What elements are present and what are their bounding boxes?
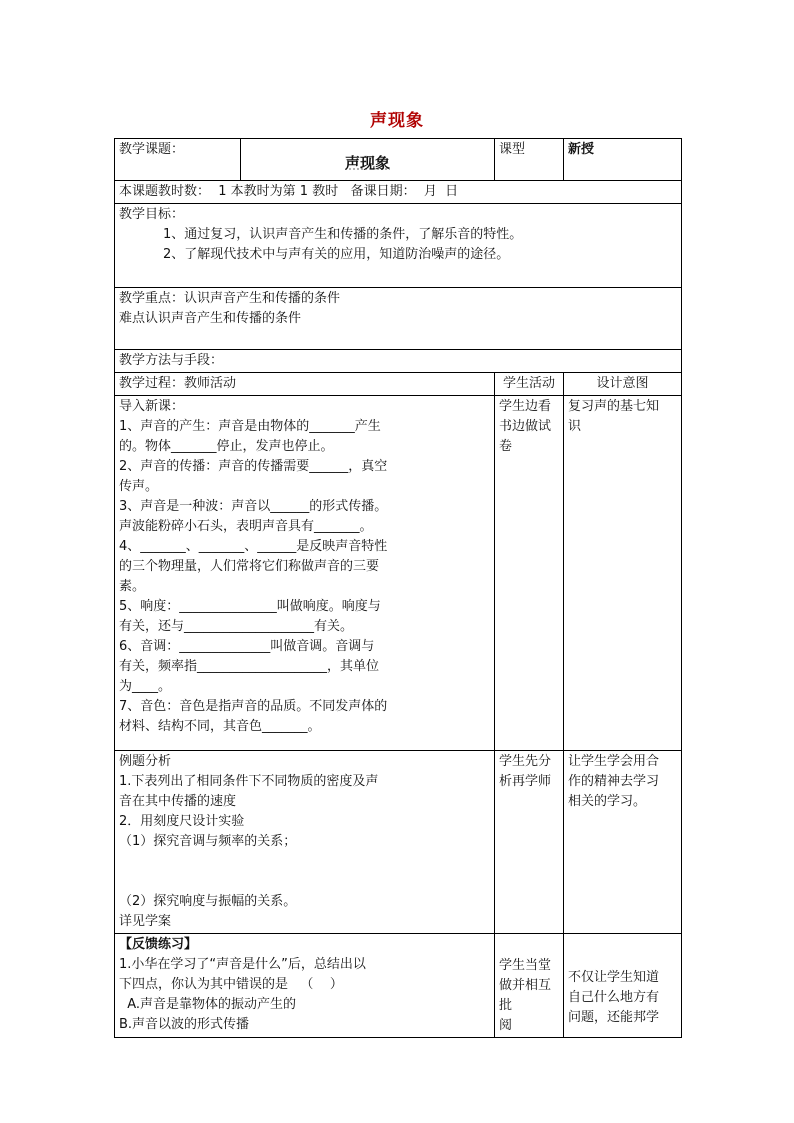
intent-line: 问题，还能邦学 (568, 1010, 660, 1025)
focus-row (115, 288, 682, 350)
design-intent-header: 设计意图 (564, 373, 682, 396)
intro-line: 的三个物理量，人们常将它们称做声音的三要 (119, 559, 380, 574)
page-title: 声现象 (370, 111, 424, 131)
intent-line: 作的精神去学习 (568, 774, 660, 789)
example-line (119, 872, 490, 892)
intro-line: 有关，还与____________________有关。 (119, 619, 354, 634)
intent-line: 不仅让学生知道 (568, 970, 660, 985)
student-line: 阅 (499, 1018, 513, 1033)
intro-cell (115, 396, 495, 751)
intro-student-activity: 学生边看书边做试卷 (495, 396, 564, 751)
feedback-line: 下四点，你认为其中错误的是 （ ） (119, 977, 343, 992)
examples-design-intent (564, 751, 682, 934)
examples-student-activity: 学生先分析再学师 (495, 751, 564, 934)
feedback-cell (115, 934, 495, 1038)
examples-cell (115, 751, 495, 934)
intro-line: 7、音色：音色是指声音的品质。不同发声体的 (119, 699, 388, 714)
hours-text: 本课题教时数： 1 本教时为第 1 教时 备课日期： 月 日 (115, 181, 682, 204)
goal-item: 2、了解现代技术中与声有关的应用，知道防治噪声的途径。 (163, 247, 510, 262)
intro-line: 导入新课： (119, 399, 185, 414)
intro-line: 3、声音是一种波：声音以______的形式传播。 (119, 499, 388, 514)
topic-value: 声现象 (241, 139, 495, 181)
lesson-plan-table (114, 138, 682, 1038)
intent-line: 复习声的基七知 (568, 399, 660, 414)
topic-row (115, 139, 682, 181)
feedback-line: B.声音以波的形式传播 (119, 1017, 250, 1032)
intent-line: 识 (568, 419, 582, 434)
example-line: 详见学案 (119, 914, 172, 929)
feedback-line: A.声音是靠物体的振动产生的 (119, 997, 297, 1012)
intro-line: 材料、结构不同，其音色_______。 (119, 719, 321, 734)
feedback-design-intent (564, 934, 682, 1038)
intro-line: 1、声音的产生：声音是由物体的_______产生 (119, 419, 381, 434)
difficulty-point: 难点认识声音产生和传播的条件 (119, 311, 302, 326)
intro-line: 有关，频率指____________________，其单位 (119, 659, 380, 674)
goals-cell (115, 204, 682, 288)
feedback-row (115, 934, 682, 1038)
intro-line: 的。物体_______停止，发声也停止。 (119, 439, 334, 454)
process-header-row (115, 373, 682, 396)
example-line: 1.下表列出了相同条件下不同物质的密度及声 (119, 774, 379, 789)
goals-row (115, 204, 682, 288)
examples-row (115, 751, 682, 934)
student-activity-header: 学生活动 (495, 373, 564, 396)
intro-line: 4、_______、_______、______是反映声音特性 (119, 539, 388, 554)
type-value: 新授 (564, 139, 682, 181)
intro-line: 6、音调：______________叫做音调。音调与 (119, 639, 375, 654)
example-line: （1）探究音调与频率的关系； (119, 834, 297, 849)
topic-label: 教学课题： (115, 139, 241, 181)
hours-row (115, 181, 682, 204)
feedback-title: 【反馈练习】 (119, 937, 198, 952)
example-line: 例题分析 (119, 754, 172, 769)
example-line: 2．用刻度尺设计实验 (119, 814, 245, 829)
methods-label: 教学方法与手段： (115, 350, 682, 373)
intro-line: 5、响度：_______________叫做响度。响度与 (119, 599, 381, 614)
intro-row (115, 396, 682, 751)
intro-line: 素。 (119, 579, 146, 594)
intro-line: 2、声音的传播：声音的传播需要______，真空 (119, 459, 388, 474)
student-line: 学生当堂做并相互批 (499, 958, 552, 1013)
intro-line: 传声。 (119, 479, 159, 494)
intro-line: 声波能粉碎小石头，表明声音具有_______。 (119, 519, 373, 534)
example-line (119, 852, 490, 872)
feedback-line: 1.小华在学习了“声音是什么”后，总结出以 (119, 957, 366, 972)
key-point: 教学重点：认识声音产生和传播的条件 (119, 291, 341, 306)
example-line: （2）探究响度与振幅的关系。 (119, 894, 297, 909)
type-label: 课型 (495, 139, 564, 181)
focus-cell (115, 288, 682, 350)
methods-row (115, 350, 682, 373)
intro-design-intent (564, 396, 682, 751)
teacher-activity-header: 教学过程：教师活动 (115, 373, 495, 396)
intent-line: 相关的学习。 (568, 794, 647, 809)
example-line: 音在其中传播的速度 (119, 794, 237, 809)
intro-line: 为____。 (119, 679, 172, 694)
goals-label: 教学目标： (119, 207, 185, 222)
feedback-student-activity (495, 934, 564, 1038)
goal-item: 1、通过复习，认识声音产生和传播的条件，了解乐音的特性。 (163, 227, 523, 242)
intent-line: 让学生学会用合 (568, 754, 660, 769)
intent-line: 自己什么地方有 (568, 990, 660, 1005)
